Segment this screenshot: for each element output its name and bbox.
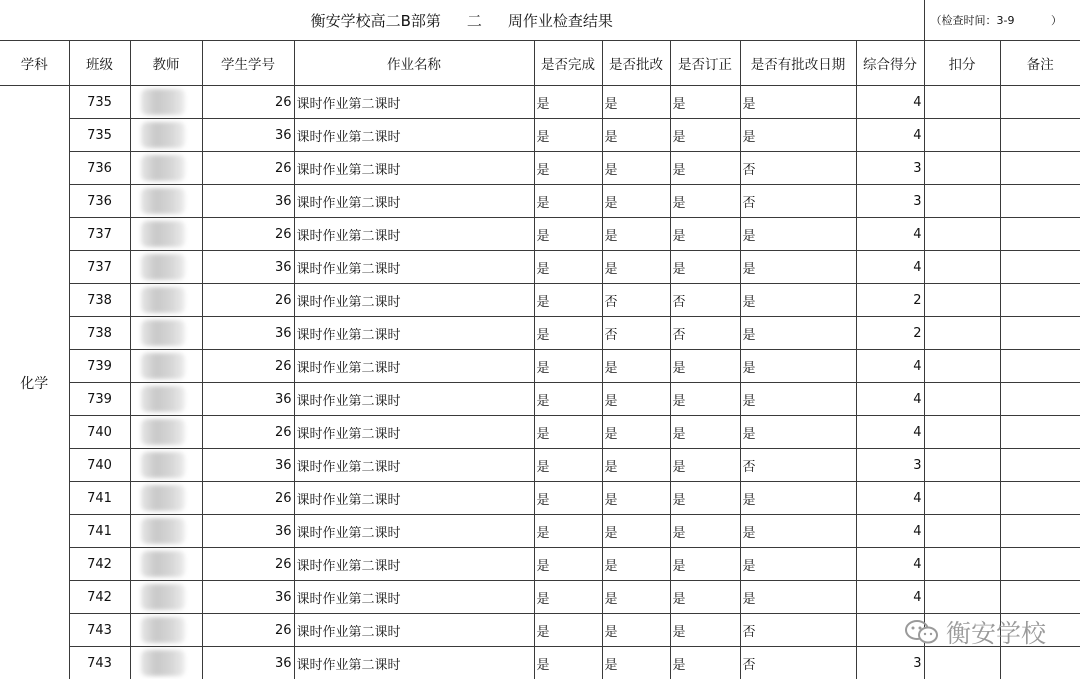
grading-date-cell: 是 <box>740 350 856 383</box>
deduction-cell <box>924 218 1000 251</box>
remarks-cell <box>1000 317 1080 350</box>
column-header: 是否批改 <box>602 41 670 86</box>
class-cell: 735 <box>69 119 130 152</box>
homework-name-cell: 课时作业第二课时 <box>294 581 534 614</box>
redacted-teacher-name <box>141 155 185 181</box>
graded-cell: 是 <box>602 218 670 251</box>
homework-name-cell: 课时作业第二课时 <box>294 86 534 119</box>
student-no-cell: 26 <box>202 152 294 185</box>
check-time <box>924 0 1080 41</box>
teacher-cell <box>130 317 202 350</box>
grading-date-cell: 否 <box>740 152 856 185</box>
graded-cell: 是 <box>602 449 670 482</box>
graded-cell: 是 <box>602 647 670 680</box>
table-row <box>0 515 1080 548</box>
remarks-cell <box>1000 548 1080 581</box>
grading-date-cell: 是 <box>740 284 856 317</box>
table-row <box>0 251 1080 284</box>
class-cell: 736 <box>69 185 130 218</box>
table-row <box>0 581 1080 614</box>
table-title <box>0 0 924 41</box>
remarks-cell <box>1000 581 1080 614</box>
table-row <box>0 317 1080 350</box>
homework-name-cell: 课时作业第二课时 <box>294 251 534 284</box>
redacted-teacher-name <box>141 617 185 643</box>
deduction-cell <box>924 251 1000 284</box>
teacher-cell <box>130 416 202 449</box>
graded-cell: 否 <box>602 284 670 317</box>
teacher-cell <box>130 647 202 680</box>
graded-cell: 是 <box>602 581 670 614</box>
title-suffix: 周作业检查结果 <box>507 11 613 30</box>
deduction-cell <box>924 284 1000 317</box>
table-row <box>0 548 1080 581</box>
watermark-text: 衡安学校 <box>945 619 1046 648</box>
redacted-teacher-name <box>141 353 185 379</box>
grading-date-cell: 是 <box>740 581 856 614</box>
class-cell: 736 <box>69 152 130 185</box>
table-row <box>0 383 1080 416</box>
grading-date-cell: 否 <box>740 647 856 680</box>
homework-name-cell: 课时作业第二课时 <box>294 218 534 251</box>
done-cell: 是 <box>534 152 602 185</box>
teacher-cell <box>130 284 202 317</box>
redacted-teacher-name <box>141 221 185 247</box>
student-no-cell: 26 <box>202 482 294 515</box>
score-cell: 3 <box>856 152 924 185</box>
wechat-icon <box>904 619 940 645</box>
remarks-cell <box>1000 383 1080 416</box>
redacted-teacher-name <box>141 89 185 115</box>
homework-name-cell: 课时作业第二课时 <box>294 119 534 152</box>
title-week: 二 <box>466 11 482 30</box>
deduction-cell <box>924 548 1000 581</box>
homework-name-cell: 课时作业第二课时 <box>294 317 534 350</box>
graded-cell: 是 <box>602 119 670 152</box>
grading-date-cell: 是 <box>740 515 856 548</box>
graded-cell: 是 <box>602 416 670 449</box>
graded-cell: 否 <box>602 317 670 350</box>
table-row <box>0 482 1080 515</box>
student-no-cell: 36 <box>202 119 294 152</box>
corrected-cell: 是 <box>670 548 740 581</box>
title-row <box>0 0 1080 41</box>
score-cell: 2 <box>856 317 924 350</box>
done-cell: 是 <box>534 119 602 152</box>
table-row <box>0 350 1080 383</box>
table-row <box>0 185 1080 218</box>
class-cell: 739 <box>69 383 130 416</box>
remarks-cell <box>1000 416 1080 449</box>
score-cell: 4 <box>856 86 924 119</box>
score-cell: 2 <box>856 284 924 317</box>
graded-cell: 是 <box>602 482 670 515</box>
class-cell: 743 <box>69 647 130 680</box>
deduction-cell <box>924 350 1000 383</box>
class-cell: 735 <box>69 86 130 119</box>
score-cell: 4 <box>856 416 924 449</box>
graded-cell: 是 <box>602 548 670 581</box>
class-cell: 738 <box>69 317 130 350</box>
deduction-cell <box>924 383 1000 416</box>
deduction-cell <box>924 317 1000 350</box>
homework-name-cell: 课时作业第二课时 <box>294 185 534 218</box>
remarks-cell <box>1000 449 1080 482</box>
class-cell: 742 <box>69 581 130 614</box>
student-no-cell: 36 <box>202 185 294 218</box>
teacher-cell <box>130 449 202 482</box>
title-prefix: 衡安学校高二B部第 <box>310 11 441 30</box>
score-cell: 4 <box>856 251 924 284</box>
corrected-cell: 是 <box>670 515 740 548</box>
corrected-cell: 是 <box>670 119 740 152</box>
graded-cell: 是 <box>602 614 670 647</box>
grading-date-cell: 是 <box>740 482 856 515</box>
grading-date-cell: 是 <box>740 218 856 251</box>
graded-cell: 是 <box>602 515 670 548</box>
deduction-cell <box>924 152 1000 185</box>
done-cell: 是 <box>534 185 602 218</box>
student-no-cell: 36 <box>202 515 294 548</box>
graded-cell: 是 <box>602 152 670 185</box>
student-no-cell: 36 <box>202 317 294 350</box>
table-row <box>0 284 1080 317</box>
done-cell: 是 <box>534 416 602 449</box>
done-cell: 是 <box>534 548 602 581</box>
done-cell: 是 <box>534 218 602 251</box>
done-cell: 是 <box>534 647 602 680</box>
teacher-cell <box>130 218 202 251</box>
class-cell: 739 <box>69 350 130 383</box>
done-cell: 是 <box>534 251 602 284</box>
student-no-cell: 36 <box>202 251 294 284</box>
corrected-cell: 是 <box>670 350 740 383</box>
student-no-cell: 26 <box>202 284 294 317</box>
corrected-cell: 是 <box>670 185 740 218</box>
column-header: 学生学号 <box>202 41 294 86</box>
redacted-teacher-name <box>141 254 185 280</box>
column-header: 是否完成 <box>534 41 602 86</box>
score-cell: 3 <box>856 449 924 482</box>
done-cell: 是 <box>534 581 602 614</box>
student-no-cell: 36 <box>202 383 294 416</box>
remarks-cell <box>1000 86 1080 119</box>
done-cell: 是 <box>534 86 602 119</box>
done-cell: 是 <box>534 614 602 647</box>
column-header: 扣分 <box>924 41 1000 86</box>
redacted-teacher-name <box>141 518 185 544</box>
done-cell: 是 <box>534 350 602 383</box>
column-header: 备注 <box>1000 41 1080 86</box>
table-row <box>0 416 1080 449</box>
teacher-cell <box>130 515 202 548</box>
column-header: 班级 <box>69 41 130 86</box>
class-cell: 742 <box>69 548 130 581</box>
teacher-cell <box>130 482 202 515</box>
teacher-cell <box>130 86 202 119</box>
grading-date-cell: 否 <box>740 449 856 482</box>
class-cell: 741 <box>69 515 130 548</box>
teacher-cell <box>130 251 202 284</box>
graded-cell: 是 <box>602 251 670 284</box>
class-cell: 743 <box>69 614 130 647</box>
done-cell: 是 <box>534 383 602 416</box>
homework-name-cell: 课时作业第二课时 <box>294 152 534 185</box>
corrected-cell: 是 <box>670 449 740 482</box>
redacted-teacher-name <box>141 485 185 511</box>
class-cell: 741 <box>69 482 130 515</box>
deduction-cell <box>924 515 1000 548</box>
redacted-teacher-name <box>141 452 185 478</box>
remarks-cell <box>1000 647 1080 680</box>
deduction-cell <box>924 416 1000 449</box>
grading-date-cell: 否 <box>740 614 856 647</box>
student-no-cell: 26 <box>202 350 294 383</box>
remarks-cell <box>1000 119 1080 152</box>
student-no-cell: 26 <box>202 86 294 119</box>
column-header: 综合得分 <box>856 41 924 86</box>
grading-date-cell: 是 <box>740 251 856 284</box>
done-cell: 是 <box>534 449 602 482</box>
student-no-cell: 26 <box>202 218 294 251</box>
graded-cell: 是 <box>602 86 670 119</box>
score-cell: 4 <box>856 581 924 614</box>
class-cell: 740 <box>69 416 130 449</box>
redacted-teacher-name <box>141 287 185 313</box>
remarks-cell <box>1000 218 1080 251</box>
score-cell: 4 <box>856 119 924 152</box>
done-cell: 是 <box>534 482 602 515</box>
homework-name-cell: 课时作业第二课时 <box>294 647 534 680</box>
score-cell: 3 <box>856 647 924 680</box>
redacted-teacher-name <box>141 551 185 577</box>
score-cell: 4 <box>856 383 924 416</box>
done-cell: 是 <box>534 284 602 317</box>
class-cell: 737 <box>69 251 130 284</box>
redacted-teacher-name <box>141 584 185 610</box>
graded-cell: 是 <box>602 350 670 383</box>
column-header: 是否订正 <box>670 41 740 86</box>
graded-cell: 是 <box>602 383 670 416</box>
deduction-cell <box>924 581 1000 614</box>
grading-date-cell: 否 <box>740 185 856 218</box>
score-cell: 3 <box>856 185 924 218</box>
corrected-cell: 是 <box>670 416 740 449</box>
grading-date-cell: 是 <box>740 416 856 449</box>
corrected-cell: 否 <box>670 317 740 350</box>
corrected-cell: 是 <box>670 152 740 185</box>
remarks-cell <box>1000 152 1080 185</box>
grading-date-cell: 是 <box>740 383 856 416</box>
corrected-cell: 是 <box>670 86 740 119</box>
homework-name-cell: 课时作业第二课时 <box>294 515 534 548</box>
corrected-cell: 是 <box>670 614 740 647</box>
student-no-cell: 26 <box>202 416 294 449</box>
corrected-cell: 是 <box>670 647 740 680</box>
deduction-cell <box>924 482 1000 515</box>
header-row <box>0 41 1080 86</box>
class-cell: 738 <box>69 284 130 317</box>
deduction-cell <box>924 185 1000 218</box>
check-time-label: （检查时间：3-9 <box>930 14 1015 27</box>
remarks-cell <box>1000 185 1080 218</box>
deduction-cell <box>924 449 1000 482</box>
corrected-cell: 是 <box>670 482 740 515</box>
student-no-cell: 26 <box>202 548 294 581</box>
grading-date-cell: 是 <box>740 548 856 581</box>
redacted-teacher-name <box>141 419 185 445</box>
teacher-cell <box>130 350 202 383</box>
class-cell: 737 <box>69 218 130 251</box>
homework-name-cell: 课时作业第二课时 <box>294 482 534 515</box>
done-cell: 是 <box>534 515 602 548</box>
column-header: 是否有批改日期 <box>740 41 856 86</box>
check-time-close: ） <box>1051 14 1062 27</box>
table-row <box>0 449 1080 482</box>
redacted-teacher-name <box>141 650 185 676</box>
table-row <box>0 119 1080 152</box>
teacher-cell <box>130 548 202 581</box>
homework-name-cell: 课时作业第二课时 <box>294 614 534 647</box>
done-cell: 是 <box>534 317 602 350</box>
teacher-cell <box>130 614 202 647</box>
grading-date-cell: 是 <box>740 86 856 119</box>
column-header: 学科 <box>0 41 69 86</box>
table-row <box>0 86 1080 119</box>
column-header: 作业名称 <box>294 41 534 86</box>
student-no-cell: 36 <box>202 449 294 482</box>
teacher-cell <box>130 152 202 185</box>
corrected-cell: 是 <box>670 218 740 251</box>
teacher-cell <box>130 383 202 416</box>
score-cell: 4 <box>856 515 924 548</box>
corrected-cell: 否 <box>670 284 740 317</box>
table-row <box>0 152 1080 185</box>
homework-name-cell: 课时作业第二课时 <box>294 449 534 482</box>
redacted-teacher-name <box>141 122 185 148</box>
score-cell: 4 <box>856 350 924 383</box>
grading-date-cell: 是 <box>740 119 856 152</box>
score-cell: 4 <box>856 482 924 515</box>
corrected-cell: 是 <box>670 383 740 416</box>
remarks-cell <box>1000 350 1080 383</box>
homework-name-cell: 课时作业第二课时 <box>294 350 534 383</box>
homework-name-cell: 课时作业第二课时 <box>294 284 534 317</box>
score-cell: 4 <box>856 218 924 251</box>
teacher-cell <box>130 185 202 218</box>
score-cell: 4 <box>856 548 924 581</box>
watermark <box>904 614 1046 650</box>
teacher-cell <box>130 119 202 152</box>
graded-cell: 是 <box>602 185 670 218</box>
teacher-cell <box>130 581 202 614</box>
student-no-cell: 26 <box>202 614 294 647</box>
redacted-teacher-name <box>141 188 185 214</box>
corrected-cell: 是 <box>670 581 740 614</box>
deduction-cell <box>924 647 1000 680</box>
remarks-cell <box>1000 284 1080 317</box>
deduction-cell <box>924 86 1000 119</box>
class-cell: 740 <box>69 449 130 482</box>
deduction-cell <box>924 119 1000 152</box>
redacted-teacher-name <box>141 320 185 346</box>
homework-name-cell: 课时作业第二课时 <box>294 548 534 581</box>
grading-date-cell: 是 <box>740 317 856 350</box>
homework-name-cell: 课时作业第二课时 <box>294 383 534 416</box>
column-header: 教师 <box>130 41 202 86</box>
homework-name-cell: 课时作业第二课时 <box>294 416 534 449</box>
remarks-cell <box>1000 482 1080 515</box>
corrected-cell: 是 <box>670 251 740 284</box>
redacted-teacher-name <box>141 386 185 412</box>
subject-cell: 化学 <box>0 86 69 680</box>
student-no-cell: 36 <box>202 647 294 680</box>
remarks-cell <box>1000 515 1080 548</box>
table-row <box>0 218 1080 251</box>
student-no-cell: 36 <box>202 581 294 614</box>
remarks-cell <box>1000 251 1080 284</box>
table-row <box>0 647 1080 680</box>
